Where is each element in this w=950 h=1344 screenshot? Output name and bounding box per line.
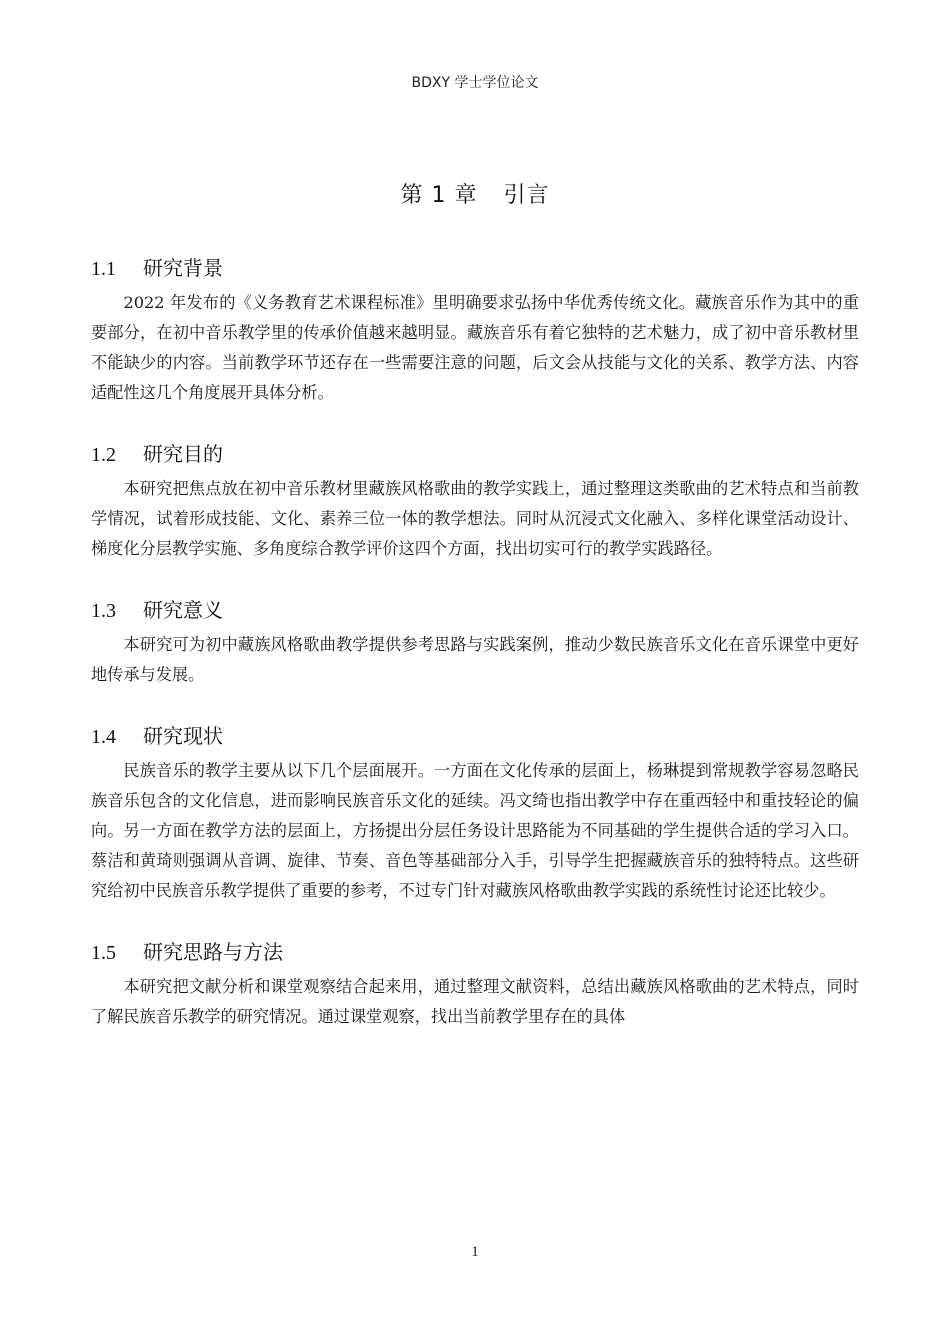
- section-research-purpose: [91, 434, 859, 564]
- section-research-significance: [91, 590, 859, 690]
- section-paragraph: 2022 年发布的《义务教育艺术课程标准》里明确要求弘扬中华优秀传统文化。藏族音乐作为其中的重要部分，在初中音乐教学里的传承价值越来越明显。藏族音乐有着它独特的艺术魅力，成了初中音乐教材里不能缺少的内容。当前教学环节还存在一些需要注意的问题，后文会从技能与文化的关系、教学方法、内容适配性这几个角度展开具体分析。: [91, 293, 859, 402]
- section-research-status: [91, 716, 859, 906]
- section-research-approach-methods: [91, 932, 859, 1032]
- section-paragraph: 本研究把焦点放在初中音乐教材里藏族风格歌曲的教学实践上，通过整理这类歌曲的艺术特点和当前教学情况，试着形成技能、文化、素养三位一体的教学想法。同时从沉浸式文化融入、多样化课堂活动设计、梯度化分层教学实施、多角度综合教学评价这四个方面，找出切实可行的教学实践路径。: [91, 479, 859, 558]
- page-number: 1: [471, 1244, 479, 1260]
- section-heading: [91, 434, 859, 474]
- section-title: 研究现状: [143, 724, 223, 748]
- section-research-background: [91, 248, 859, 408]
- section-paragraph: 本研究把文献分析和课堂观察结合起来用，通过整理文献资料，总结出藏族风格歌曲的艺术特点，同时了解民族音乐教学的研究情况。通过课堂观察，找出当前教学里存在的具体: [91, 977, 859, 1026]
- section-title: 研究思路与方法: [143, 940, 283, 964]
- section-title: 研究背景: [143, 256, 223, 280]
- chapter-title: [0, 178, 950, 209]
- section-number: 1.5: [91, 942, 116, 964]
- chapter-number: 第 1 章: [400, 183, 478, 208]
- section-number: 1.3: [91, 600, 116, 622]
- section-heading: [91, 248, 859, 288]
- section-heading: [91, 590, 859, 630]
- section-number: 1.2: [91, 444, 116, 466]
- section-paragraph: 本研究可为初中藏族风格歌曲教学提供参考思路与实践案例，推动少数民族音乐文化在音乐课堂中更好地传承与发展。: [91, 635, 859, 684]
- document-body: [91, 248, 859, 1058]
- section-number: 1.4: [91, 726, 116, 748]
- chapter-title-text: 引言: [503, 183, 550, 208]
- section-number: 1.1: [91, 258, 116, 280]
- section-heading: [91, 716, 859, 756]
- section-paragraph: 民族音乐的教学主要从以下几个层面展开。一方面在文化传承的层面上，杨琳提到常规教学容易忽略民族音乐包含的文化信息，进而影响民族音乐文化的延续。冯文绮也指出教学中存在重西轻中和重技轻论的偏向。另一方面在教学方法的层面上，方扬提出分层任务设计思路能为不同基础的学生提供合适的学习入口。蔡洁和黄琦则强调从音调、旋律、节奏、音色等基础部分入手，引导学生把握藏族音乐的独特特点。这些研究给初中民族音乐教学提供了重要的参考，不过专门针对藏族风格歌曲教学实践的系统性讨论还比较少。: [91, 761, 859, 900]
- section-title: 研究意义: [143, 598, 223, 622]
- section-title: 研究目的: [143, 442, 223, 466]
- page-header: BDXY 学士学位论文: [411, 75, 539, 91]
- section-heading: [91, 932, 859, 972]
